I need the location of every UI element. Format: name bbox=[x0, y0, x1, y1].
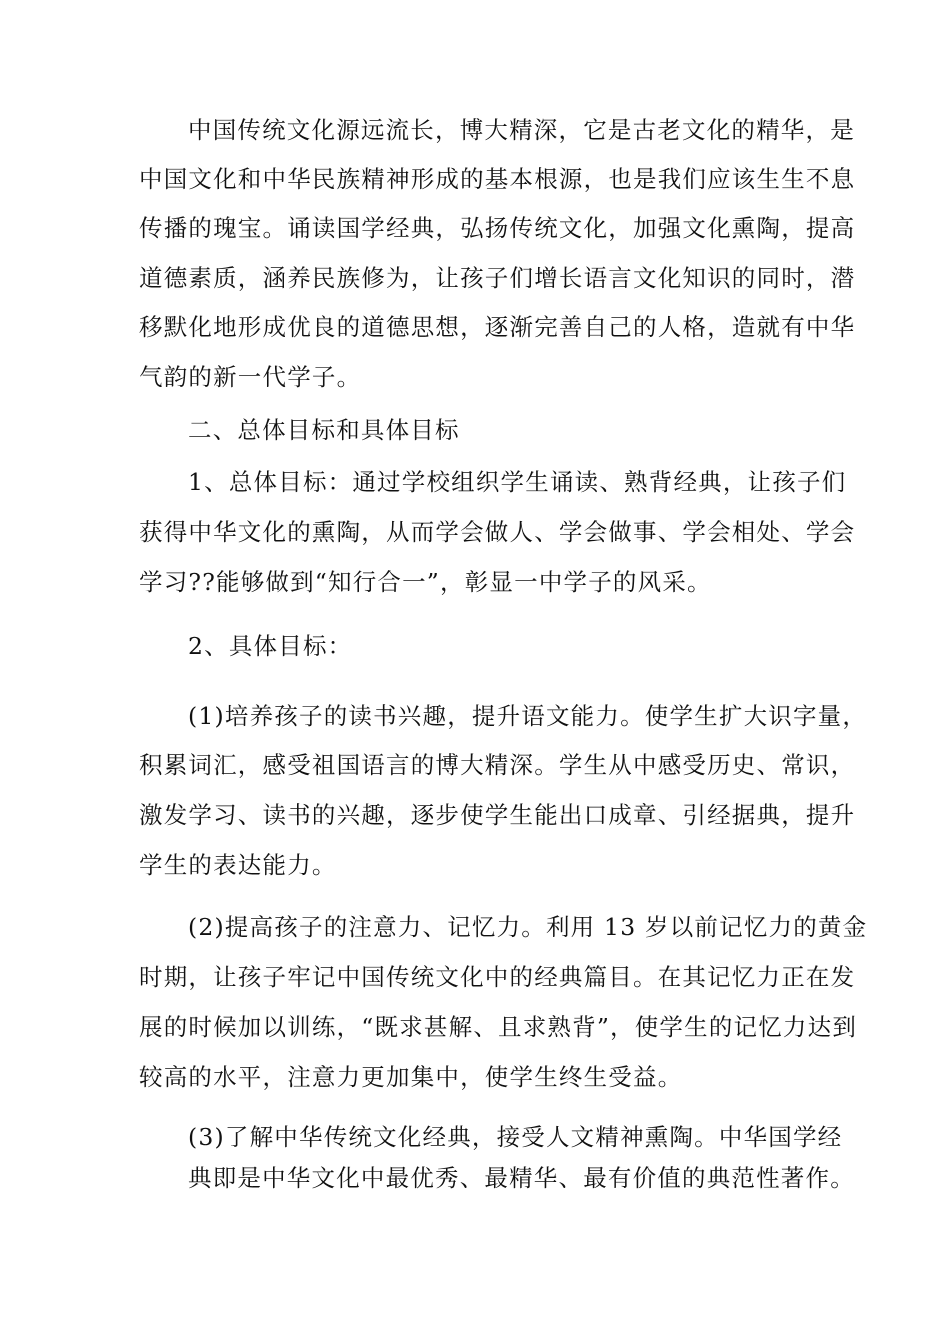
section-heading: 二、总体目标和具体目标 bbox=[188, 416, 460, 444]
paragraph-line: (2)提高孩子的注意力、记忆力。利用 13 岁以前记忆力的黄金 bbox=[188, 913, 868, 941]
paragraph-line: 移默化地形成优良的道德思想，逐渐完善自己的人格，造就有中华 bbox=[139, 313, 856, 341]
paragraph-line: 获得中华文化的熏陶，从而学会做人、学会做事、学会相处、学会 bbox=[139, 518, 856, 546]
paragraph-line: 较高的水平，注意力更加集中，使学生终生受益。 bbox=[139, 1063, 683, 1091]
paragraph-line: 1、总体目标：通过学校组织学生诵读、熟背经典，让孩子们 bbox=[188, 468, 847, 496]
paragraph-line: 道德素质，涵养民族修为，让孩子们增长语言文化知识的同时，潜 bbox=[139, 264, 856, 292]
paragraph-line: 激发学习、读书的兴趣，逐步使学生能出口成章、引经据典，提升 bbox=[139, 801, 856, 829]
paragraph-line: 学习??能够做到“知行合一”，彰显一中学子的风采。 bbox=[139, 568, 712, 596]
paragraph-line: 中国文化和中华民族精神形成的基本根源，也是我们应该生生不息 bbox=[139, 165, 856, 193]
paragraph-line: 中国传统文化源远流长，博大精深，它是古老文化的精华，是 bbox=[188, 116, 855, 144]
paragraph-line: 典即是中华文化中最优秀、最精华、最有价值的典范性著作。 bbox=[188, 1164, 855, 1192]
paragraph-line: 气韵的新一代学子。 bbox=[139, 363, 362, 391]
subsection-heading: 2、具体目标： bbox=[188, 632, 353, 660]
paragraph-line: (3)了解中华传统文化经典，接受人文精神熏陶。中华国学经 bbox=[188, 1123, 843, 1151]
paragraph-line: 积累词汇，感受祖国语言的博大精深。学生从中感受历史、常识， bbox=[139, 751, 856, 779]
paragraph-line: (1)培养孩子的读书兴趣，提升语文能力。使学生扩大识字量， bbox=[188, 702, 868, 730]
paragraph-line: 时期，让孩子牢记中国传统文化中的经典篇目。在其记忆力正在发 bbox=[139, 963, 856, 991]
paragraph-line: 学生的表达能力。 bbox=[139, 851, 337, 879]
paragraph-line: 展的时候加以训练，“既求甚解、且求熟背”，使学生的记忆力达到 bbox=[139, 1013, 858, 1041]
paragraph-line: 传播的瑰宝。诵读国学经典，弘扬传统文化，加强文化熏陶，提高 bbox=[139, 214, 856, 242]
